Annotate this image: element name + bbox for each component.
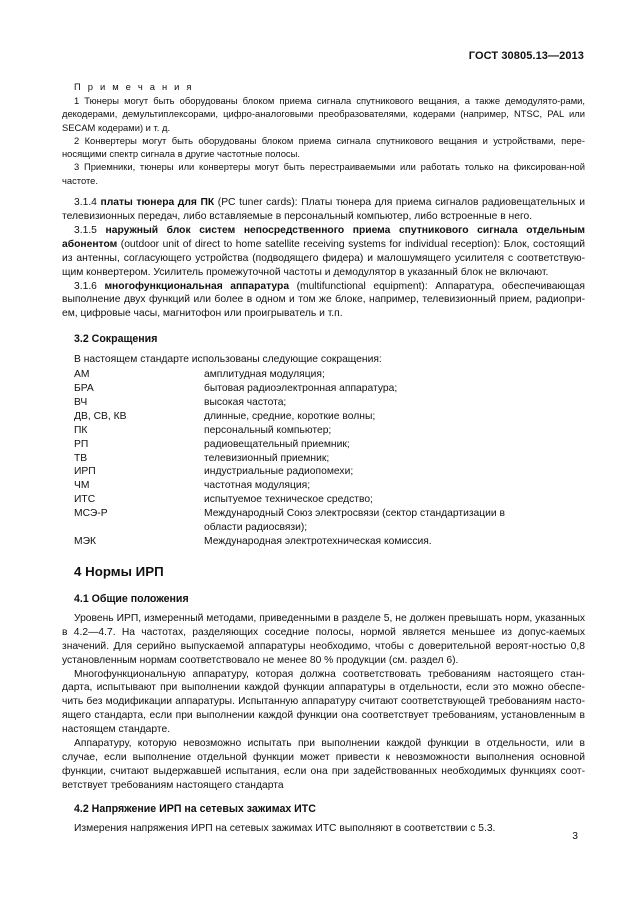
section-heading-4-1: 4.1 Общие положения [74,592,189,605]
abbreviation-row [74,493,585,507]
abbreviation-key: ТВ [74,452,88,464]
body-paragraph: Многофункциональную аппаратуру, которая должна соответствовать требованиям настоящего стан-дарта, испытывают при выполнении каждой функции аппаратуры в отдельности, если это можно обеспе-чить без модификации аппаратуры. Испытанную аппаратуру считают соответствующей требованиям насто-ящего стандарта, если при выполнении каждой функции она соответствует требованиям, установленным в настоящем стандарте. [62,668,585,736]
abbreviation-row [74,507,585,535]
abbreviation-row [74,465,585,479]
abbreviation-value: высокая частота; [204,396,287,408]
abbreviation-list [62,368,585,549]
abbreviation-row [74,396,585,410]
page-number: 3 [572,831,578,842]
defined-term: многофункциональная аппаратура [104,280,290,292]
abbreviation-key: РП [74,438,89,450]
defined-term: платы тюнера для ПК [100,197,215,209]
definition-text: (PC tuner cards): Платы тюнера для приема сигналов радиовещательных и телевизионных передач, либо вставляемые в персональный компьютер, либо встроенные в него. [62,197,585,222]
abbreviation-row [74,438,585,452]
abbreviation-value: персональный компьютер; [204,424,332,436]
clause-number: 3.1.4 [74,197,97,209]
abbreviation-row [74,424,585,438]
abbreviation-value: радиовещательный приемник; [204,438,350,450]
standard-header: ГОСТ 30805.13—2013 [468,50,584,62]
abbreviation-key: МЭК [74,536,96,548]
abbreviation-key: ИТС [74,494,96,506]
definition-3-1-4 [62,196,585,224]
body-paragraph: Аппаратуру, которую невозможно испытать при выполнении каждой функции в отдельности, или в случае, если выполнение отдельной функции может привести к невозможности выполнения основной функции, считают выдержавшей испытания, если она при задействованных необходимых функциях соот-ветствует требованиям настоящего стандарта [62,738,585,791]
definition-text: (multifunctional equipment): Аппаратура, обеспечивающая выполнение двух функций или более в одном и том же блоке, например, телевизионный прием, радиопри-ем, цифровые часы, магнитофон или проигрыватель и т.п. [62,280,585,320]
clause-number: 3.1.5 [74,224,97,236]
abbreviation-row [74,410,585,424]
abbreviation-value: частотная модуляция; [204,480,311,492]
section-heading-4: 4 Нормы ИРП [74,563,164,579]
abbreviation-value: телевизионный приемник; [204,452,330,464]
abbreviation-key: МСЭ-Р [74,508,108,520]
abbreviation-key: ПК [74,424,88,436]
notes-block [62,80,585,187]
abbreviation-value: индустриальные радиопомехи; [204,466,354,478]
abbreviation-value: Международная электротехническая комиссия. [204,536,432,548]
note-item: 3 Приемники, тюнеры или конвертеры могут быть перестраиваемыми или работать только на фиксирован-ной частоте. [62,161,585,186]
abbreviation-row [74,382,585,396]
abbreviation-key: ВЧ [74,396,88,408]
abbreviation-row [74,535,585,549]
definition-text: (outdoor unit of direct to home satellite receiving systems for individual reception): Блок, состоящий из антенны, согласующего устройства (подводящего фидера) и малошумящего усилителя с соответствую-щим конвертером. Усилитель промежуточной частоты и демодулятор в указанный блок не включают. [62,238,585,278]
section-heading-3-2: 3.2 Сокращения [74,333,158,346]
notes-title: П р и м е ч а н и я [74,81,194,92]
abbreviation-value: амплитудная модуляция; [204,369,325,381]
page-content [62,80,585,836]
note-item: 1 Тюнеры могут быть оборудованы блоком приема сигнала спутникового вещания, а также демодулято-рами, декодерами, демультиплексорами, цифро-аналоговыми преобразователями, кодерами (например, NTSC, PAL или SECAM кодерами) и т. д. [62,95,585,133]
clause-number: 3.1.6 [74,280,97,292]
abbreviation-row [74,368,585,382]
abbreviation-key: ДВ, СВ, КВ [74,410,127,422]
abbreviations-intro: В настоящем стандарте использованы следующие сокращения: [74,354,382,366]
abbreviation-row [74,452,585,466]
abbreviation-key: ИРП [74,466,96,478]
abbreviation-value: Международный Союз электросвязи (сектор стандартизации в области радиосвязи); [204,508,506,534]
abbreviation-value: длинные, средние, короткие волны; [204,410,376,422]
body-paragraph: Уровень ИРП, измеренный методами, приведенными в разделе 5, не должен превышать норм, указанных в 4.2—4.7. На частотах, разделяющих соседние полосы, нормой является меньшее из допус-каемых значений. Для серийно выпускаемой аппаратуры необходимо, чтобы с доверительной вероят-ностью 0,8 установленным нормам соответствовало не менее 80 % продукции (см. раздел 6). [62,612,585,666]
abbreviation-key: БРА [74,383,94,395]
abbreviation-key: ЧМ [74,480,90,492]
section-heading-4-2: 4.2 Напряжение ИРП на сетевых зажимах ИТС [74,802,316,815]
body-paragraph: Измерения напряжения ИРП на сетевых зажимах ИТС выполняют в соответствии с 5.3. [74,822,496,834]
abbreviation-row [74,479,585,493]
abbreviation-key: АМ [74,369,90,381]
defined-term: наружный блок систем непосредственного приема спутникового сигнала отдельным абонентом [62,224,585,250]
definition-3-1-5 [62,224,585,280]
abbreviation-value: испытуемое техническое средство; [204,494,373,506]
definition-3-1-6 [62,280,585,322]
note-item: 2 Конвертеры могут быть оборудованы блоком приема сигнала спутникового вещания и устройствами, пере-носящими спектр сигнала в другие частотные полосы. [62,134,585,160]
abbreviation-value: бытовая радиоэлектронная аппаратура; [204,383,398,395]
